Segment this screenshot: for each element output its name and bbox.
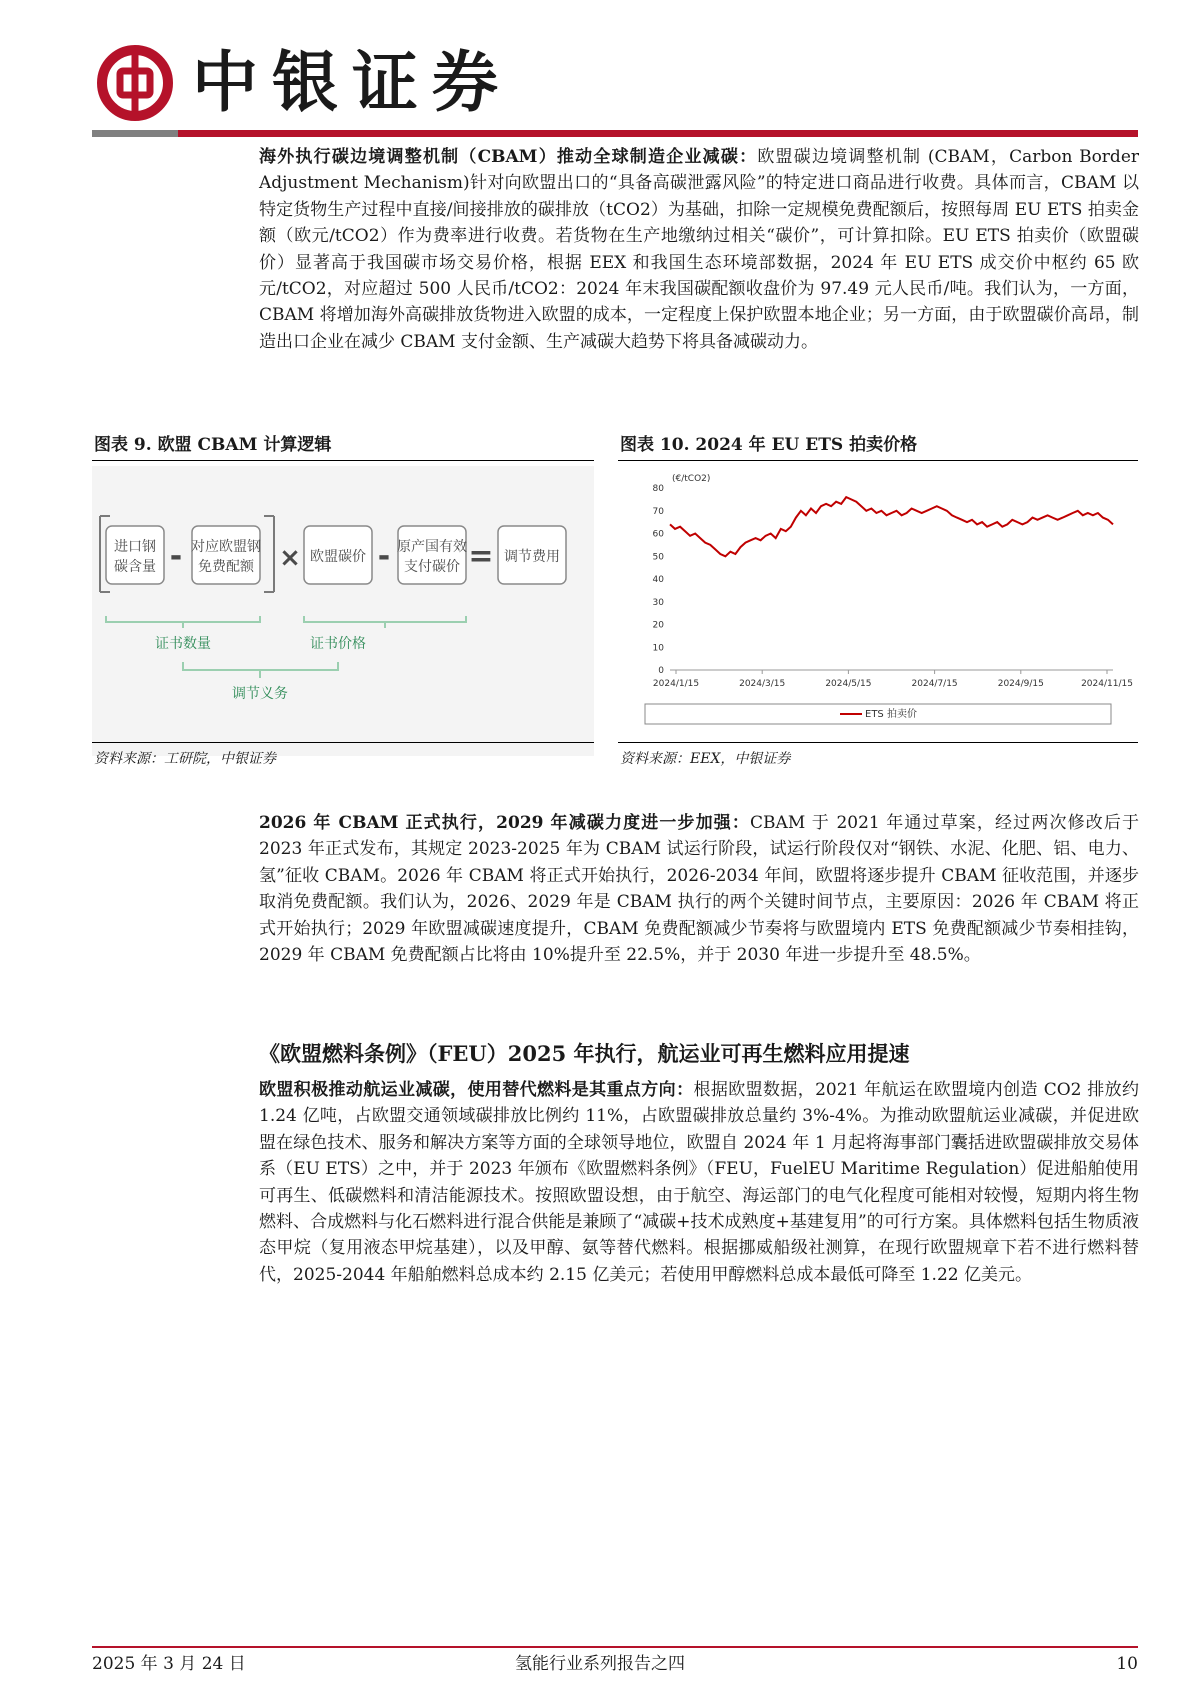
box1-line2: 碳含量 <box>114 559 156 575</box>
footer-page-number: 10 <box>1116 1654 1138 1674</box>
x-tick-label: 2024/5/15 <box>825 679 872 689</box>
footer-report-name: 氢能行业系列报告之四 <box>515 1654 685 1674</box>
figure10-title: 图表 10. 2024 年 EU ETS 拍卖价格 <box>620 435 918 455</box>
y-tick-label: 50 <box>652 552 664 563</box>
box2-line1: 对应欧盟钢 <box>191 539 261 555</box>
label-cert-price: 证书价格 <box>310 636 366 652</box>
y-tick-label: 20 <box>652 620 664 631</box>
op-minus-1: - <box>169 539 183 574</box>
figure9-diagram <box>92 466 594 756</box>
figure9-source: 资料来源：工研院，中银证券 <box>94 751 276 767</box>
y-tick-label: 10 <box>652 643 664 654</box>
x-tick-label: 2024/11/15 <box>1081 679 1133 689</box>
box-import-steel-carbon <box>106 526 164 584</box>
paragraph-body: 欧盟碳边境调整机制 (CBAM，Carbon Border Adjustment Mechanism)针对向欧盟出口的“具备高碳泄露风险”的特定进口商品进行收费。具体而言，CBAM 以特定货物生产过程中直接/间接排放的碳排放（tCO2）为基础，扣除一定规模免费配额后，按照每周 EU ETS 拍卖金额（欧元/tCO2）作为费率进行收费。若货物在生产地缴纳过相关“碳价”，可计算扣除。EU ETS 拍卖价（欧盟碳价）显著高于我国碳市场交易价格，根据 EEX 和我国生态环境部数据，2024 年 EU ETS 成交价中枢约 65 欧元/tCO2，对应超过 500 人民币/tCO2：2024 年末我国碳配额收盘价为 97.49 元人民币/吨。我们认为，一方面，CBAM 将增加海外高碳排放货物进入欧盟的成本，一定程度上保护欧盟本地企业；另一方面，由于欧盟碳价高昂，制造出口企业在减少 CBAM 支付金额、生产减碳大趋势下将具备减碳动力。 <box>259 147 1140 352</box>
box4-line2: 支付碳价 <box>404 559 460 575</box>
y-tick-label: 40 <box>652 575 664 585</box>
header-bar-gray <box>92 130 178 137</box>
y-tick-label: 80 <box>652 484 664 494</box>
box3-line1: 欧盟碳价 <box>310 549 366 565</box>
figure10-source: 资料来源：EEX，中银证券 <box>620 751 791 767</box>
x-tick-label: 2024/9/15 <box>997 679 1044 689</box>
x-tick-label: 2024/3/15 <box>739 679 786 689</box>
section-title-feu: 《欧盟燃料条例》（FEU）2025 年执行，航运业可再生燃料应用提速 <box>259 1041 910 1066</box>
y-tick-label: 30 <box>652 597 664 608</box>
ets-price-chart <box>618 466 1138 738</box>
paragraph-body: CBAM 于 2021 年通过草案，经过两次修改后于 2023 年正式发布，其规定 2023-2025 年为 CBAM 试运行阶段，试运行阶段仅对“钢铁、水泥、化肥、铝、电力、氢”征收 CBAM。2026 年 CBAM 将正式开始执行，2026-2034 年间，欧盟将逐步提升 CBAM 征收范围，并逐步取消免费配额。我们认为，2026、2029 年是 CBAM 执行的两个关键时间节点，主要原因：2026 年 CBAM 将正式开始执行；2029 年欧盟减碳速度提升，CBAM 免费配额减少节奏将与欧盟境内 ETS 免费配额减少节奏相挂钩，2029 年 CBAM 免费配额占比将由 10%提升至 22.5%，并于 2030 年进一步提升至 48.5%。 <box>259 813 1139 966</box>
paragraph-shipping <box>259 1077 1139 1288</box>
footer-date: 2025 年 3 月 24 日 <box>92 1654 246 1674</box>
box2-line2: 免费配额 <box>198 559 254 575</box>
chart-ylabel: (€/tCO2) <box>672 474 711 484</box>
op-multiply: × <box>279 543 301 573</box>
box-eu-free-quota <box>191 526 261 584</box>
figure9-title: 图表 9. 欧盟 CBAM 计算逻辑 <box>94 435 332 455</box>
label-obligation: 调节义务 <box>232 686 288 702</box>
figure10-bottom-rule <box>618 742 1138 743</box>
paragraph-lead: 欧盟积极推动航运业减碳，使用替代燃料是其重点方向： <box>259 1080 694 1100</box>
bank-of-china-logo <box>96 44 174 122</box>
op-minus-2: - <box>377 539 391 574</box>
box1-line1: 进口钢 <box>114 539 156 555</box>
paragraph-lead: 海外执行碳边境调整机制（CBAM）推动全球制造企业减碳： <box>259 147 758 167</box>
paragraph-cbam-timeline <box>259 810 1139 968</box>
box-adjustment-fee <box>498 526 566 584</box>
y-tick-label: 0 <box>658 666 664 676</box>
figure10-top-rule <box>618 460 1138 461</box>
label-cert-qty: 证书数量 <box>155 636 211 652</box>
paragraph-lead: 2026 年 CBAM 正式执行，2029 年减碳力度进一步加强： <box>259 813 751 833</box>
op-equals: = <box>468 539 494 574</box>
paragraph-body: 根据欧盟数据，2021 年航运在欧盟境内创造 CO2 排放约 1.24 亿吨，占欧盟交通领域碳排放比例约 11%，占欧盟碳排放总量约 3%-4%。为推动欧盟航运业减碳，并促进欧盟在绿色技术、服务和解决方案等方面的全球领导地位，欧盟自 2024 年 1 月起将海事部门囊括进欧盟碳排放交易体系（EU ETS）之中，并于 2023 年颁布《欧盟燃料条例》（FEU，FuelEU Maritime Regulation）促进船舶使用可再生、低碳燃料和清洁能源技术。按照欧盟设想，由于航空、海运部门的电气化程度可能相对较慢，短期内将生物燃料、合成燃料与化石燃料进行混合供能是兼顾了“减碳+技术成熟度+基建复用”的可行方案。具体燃料包括生物质液态甲烷（复用液态甲烷基建），以及甲醇、氨等替代燃料。根据挪威船级社测算，在现行欧盟规章下若不进行燃料替代，2025-2044 年船舶燃料总成本约 2.15 亿美元；若使用甲醇燃料总成本最低可降至 1.22 亿美元。 <box>259 1080 1139 1285</box>
footer-rule <box>92 1646 1138 1648</box>
header-bar-red <box>178 130 1138 137</box>
box5-line1: 调节费用 <box>504 549 560 565</box>
brand-name: 中银证券 <box>192 43 512 121</box>
box-origin-carbon-price <box>397 526 467 584</box>
y-tick-label: 70 <box>652 506 664 517</box>
figure9-top-rule <box>92 460 594 461</box>
x-tick-label: 2024/1/15 <box>652 679 700 689</box>
paragraph-cbam-intro <box>259 144 1139 355</box>
box-eu-carbon-price <box>304 526 372 584</box>
legend-label-ets: ETS 拍卖价 <box>865 709 917 720</box>
figure9-bottom-rule <box>92 742 594 743</box>
y-tick-label: 60 <box>652 529 664 540</box>
box4-line1: 原产国有效 <box>397 539 467 555</box>
series-line-ets <box>670 497 1113 556</box>
x-tick-label: 2024/7/15 <box>911 679 958 689</box>
